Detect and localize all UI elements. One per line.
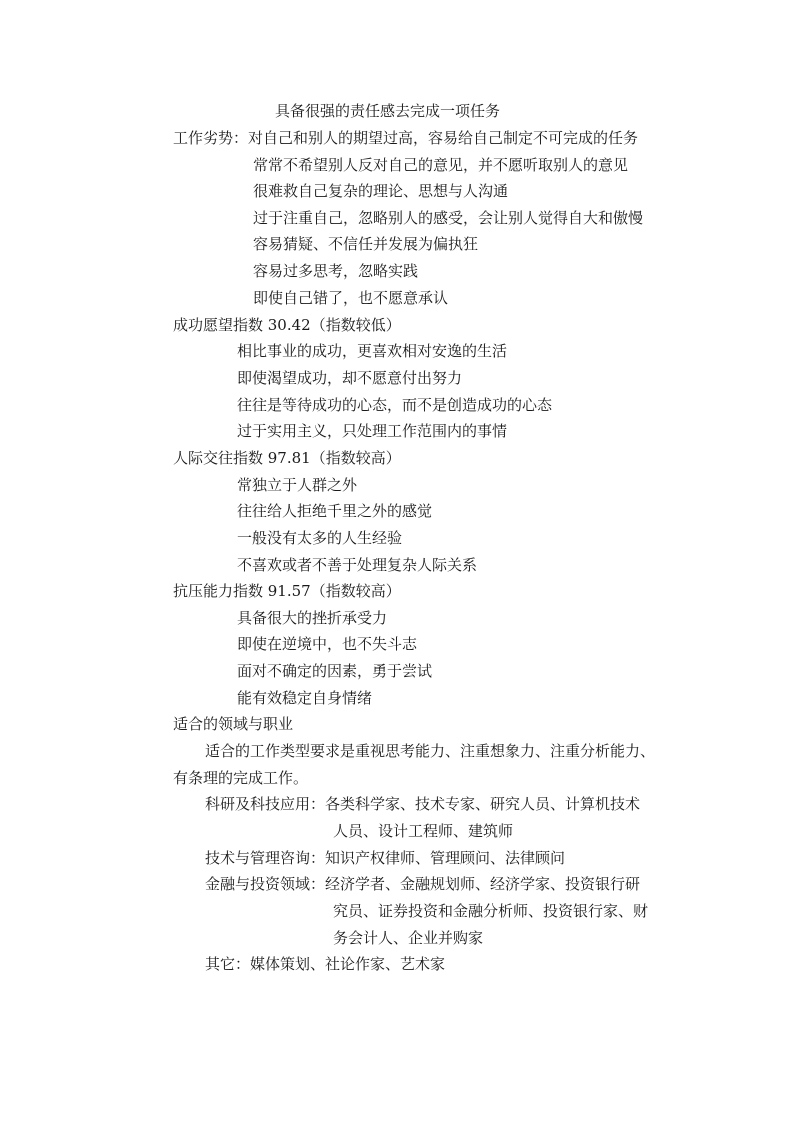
- category-label: 其它：: [205, 955, 251, 973]
- weakness-item: 常常不希望别人反对自己的意见，并不愿听取别人的意见: [253, 156, 629, 174]
- category-careers-continued: 务会计人、企业并购家: [333, 929, 484, 947]
- pressure-item: 即使在逆境中，也不失斗志: [237, 635, 418, 653]
- category-careers: 媒体策划、社论作家、艺术家: [250, 955, 446, 973]
- social-item: 一般没有太多的人生经验: [237, 529, 403, 547]
- social-item: 不喜欢或者不善于处理复杂人际关系: [237, 556, 478, 574]
- category-row: [205, 954, 445, 974]
- success-item: 相比事业的成功，更喜欢相对安逸的生活: [237, 342, 508, 360]
- category-row: [205, 874, 640, 894]
- category-label: 技术与管理咨询：: [205, 849, 326, 867]
- social-item: 常独立于人群之外: [237, 476, 358, 494]
- success-item: 往往是等待成功的心态，而不是创造成功的心态: [237, 396, 553, 414]
- pressure-item: 面对不确定的因素，勇于尝试: [237, 662, 433, 680]
- fields-intro-continued: 有条理的完成工作。: [173, 769, 309, 787]
- pressure-item: 能有效稳定自身情绪: [237, 689, 373, 707]
- weakness-item: 即使自己错了，也不愿意承认: [253, 289, 449, 307]
- category-careers-continued: 人员、设计工程师、建筑师: [333, 822, 514, 840]
- category-careers-continued: 究员、证券投资和金融分析师、投资银行家、财: [333, 902, 649, 920]
- weakness-item: 对自己和别人的期望过高，容易给自己制定不可完成的任务: [248, 129, 639, 147]
- fields-intro: 适合的工作类型要求是重视思考能力、注重想象力、注重分析能力、: [205, 742, 656, 760]
- fields-heading: 适合的领域与职业: [173, 715, 294, 733]
- category-row: [205, 848, 565, 868]
- weaknesses-label: 工作劣势：: [173, 129, 249, 147]
- weakness-item: 容易猜疑、不信任并发展为偏执狂: [253, 235, 479, 253]
- success-item: 即使渴望成功，却不愿意付出努力: [237, 369, 463, 387]
- category-careers: 经济学者、金融规划师、经济学家、投资银行研: [325, 875, 641, 893]
- category-label: 金融与投资领域：: [205, 875, 326, 893]
- success-heading: 成功愿望指数 30.42（指数较低）: [173, 316, 401, 334]
- category-label: 科研及科技应用：: [205, 795, 326, 813]
- category-row: [205, 794, 640, 814]
- weakness-item: 很难救自己复杂的理论、思想与人沟通: [253, 182, 509, 200]
- category-careers: 各类科学家、技术专家、研究人员、计算机技术: [325, 795, 641, 813]
- pressure-heading: 抗压能力指数 91.57（指数较高）: [173, 582, 401, 600]
- weakness-item: 过于注重自己，忽略别人的感受，会让别人觉得自大和傲慢: [253, 209, 644, 227]
- social-item: 往往给人拒绝千里之外的感觉: [237, 502, 433, 520]
- pressure-item: 具备很大的挫折承受力: [237, 609, 388, 627]
- success-item: 过于实用主义，只处理工作范围内的事情: [237, 422, 508, 440]
- strength-item: 具备很强的责任感去完成一项任务: [275, 102, 501, 120]
- social-heading: 人际交往指数 97.81（指数较高）: [173, 449, 401, 467]
- weakness-item: 容易过多思考，忽略实践: [253, 262, 419, 280]
- category-careers: 知识产权律师、管理顾问、法律顾问: [325, 849, 566, 867]
- weaknesses-row: [173, 128, 638, 148]
